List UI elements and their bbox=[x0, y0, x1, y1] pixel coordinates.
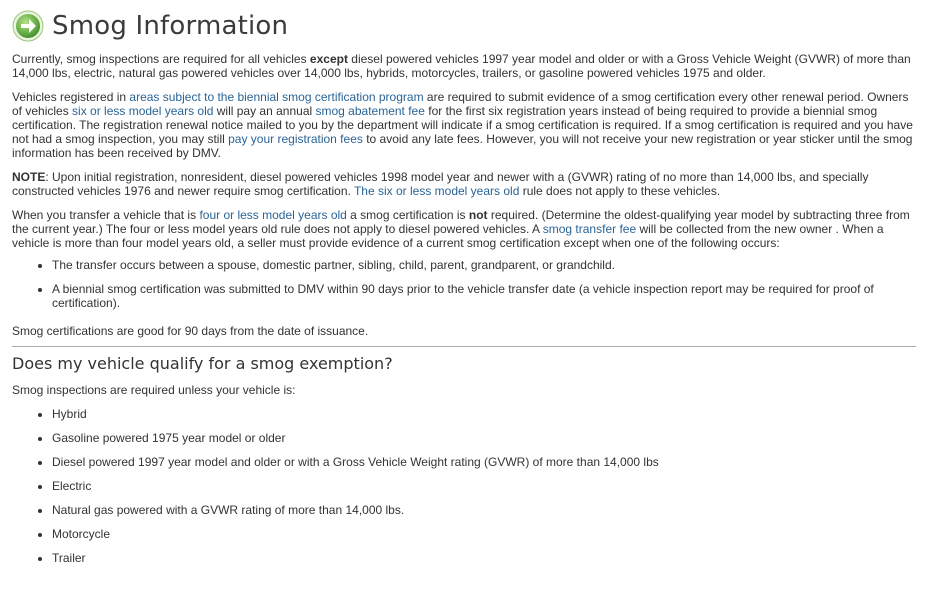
biennial-text-3: will pay an annual bbox=[213, 104, 316, 118]
exemption-intro: Smog inspections are required unless your vehicle is: bbox=[12, 383, 296, 397]
good-for-paragraph: Smog certifications are good for 90 days from the date of issuance. bbox=[12, 324, 369, 338]
note-label: NOTE bbox=[12, 170, 46, 184]
list-item: • A biennial smog certification was submitted to DMV within 90 days prior to the vehicle transfer date (a vehicle inspection report may be required for proof of certification). bbox=[52, 282, 916, 310]
note-text-1: : Upon initial registration, nonresident, diesel powered vehicles 1998 model year and newer with a (GVWR) rating of no more than 14,000 lbs, and specially constructed vehicles 1976 and newer require smog certification. bbox=[12, 170, 869, 198]
intro-text-1: Currently, smog inspections are required for all vehicles bbox=[12, 52, 310, 66]
transfer-text-1: When you transfer a vehicle that is bbox=[12, 208, 200, 222]
transfer-text-4: will be collected from the new owner . When a vehicle is more than four model years old, a seller must provide evidence of a current smog certification except when one of the following occurs: bbox=[12, 222, 884, 250]
four-or-less-link[interactable]: four or less model years old bbox=[199, 208, 347, 222]
list-item: • Hybrid bbox=[52, 407, 916, 421]
biennial-text-4: for the first six registration years instead of being required to provide a biennial smog certification. The registration renewal notice mailed to you by the department will indicate if a smog certification is required. If a smog certification is required and you have not had a smog inspection, you may still bbox=[12, 104, 913, 146]
biennial-paragraph bbox=[12, 90, 916, 160]
list-item: • Trailer bbox=[52, 551, 916, 565]
list-item: • Electric bbox=[52, 479, 916, 493]
note-text-2: rule does not apply to these vehicles. bbox=[519, 184, 721, 198]
exemption-list bbox=[12, 407, 916, 565]
transfer-text-3: required. (Determine the oldest-qualifying year model by subtracting three from the current year.) The four or less model years old rule does not apply to diesel powered vehicles. A bbox=[12, 208, 910, 236]
biennial-text-5: to avoid any late fees. However, you will not receive your new registration or year sticker until the smog information has been received by DMV. bbox=[12, 132, 913, 160]
intro-text-2: diesel powered vehicles 1997 year model and older or with a Gross Vehicle Weight (GVWR) of more than 14,000 lbs, electric, natural gas powered vehicles over 14,000 lbs, hybrids, motorcycles, trailers, or gasoline powered vehicles 1975 and older. bbox=[12, 52, 911, 80]
transfer-bold-not: not bbox=[468, 208, 488, 222]
six-or-less-rule-link[interactable]: The six or less model years old bbox=[353, 184, 520, 198]
biennial-text-2: are required to submit evidence of a smog certification every other renewal period. Owners of vehicles bbox=[12, 90, 909, 118]
smog-transfer-fee-link[interactable]: smog transfer fee bbox=[542, 222, 637, 236]
list-item: • Gasoline powered 1975 year model or older bbox=[52, 431, 916, 445]
smog-abatement-fee-link[interactable]: smog abatement fee bbox=[315, 104, 425, 118]
areas-subject-link[interactable]: areas subject to the biennial smog certification program bbox=[129, 90, 424, 104]
exemption-heading: Does my vehicle qualify for a smog exemption? bbox=[12, 354, 393, 373]
intro-bold-except: except bbox=[309, 52, 348, 66]
six-or-less-link[interactable]: six or less model years old bbox=[72, 104, 214, 118]
list-item: • Diesel powered 1997 year model and older or with a Gross Vehicle Weight rating (GVWR) of more than 14,000 lbs bbox=[52, 455, 916, 469]
transfer-exceptions-list bbox=[12, 258, 916, 310]
transfer-text-2: a smog certification is bbox=[346, 208, 469, 222]
biennial-text-1: Vehicles registered in bbox=[12, 90, 130, 104]
list-item: • The transfer occurs between a spouse, domestic partner, sibling, child, parent, grandparent, or grandchild. bbox=[52, 258, 916, 272]
transfer-paragraph bbox=[12, 208, 916, 250]
title-row bbox=[12, 0, 916, 52]
arrow-circle-right-icon bbox=[12, 10, 44, 42]
intro-paragraph bbox=[12, 52, 916, 80]
list-item: • Motorcycle bbox=[52, 527, 916, 541]
pay-registration-fees-link[interactable]: pay your registration fees bbox=[228, 132, 363, 146]
divider bbox=[12, 346, 916, 347]
page-title: Smog Information bbox=[52, 11, 289, 41]
note-paragraph bbox=[12, 170, 916, 198]
list-item: • Natural gas powered with a GVWR rating of more than 14,000 lbs. bbox=[52, 503, 916, 517]
